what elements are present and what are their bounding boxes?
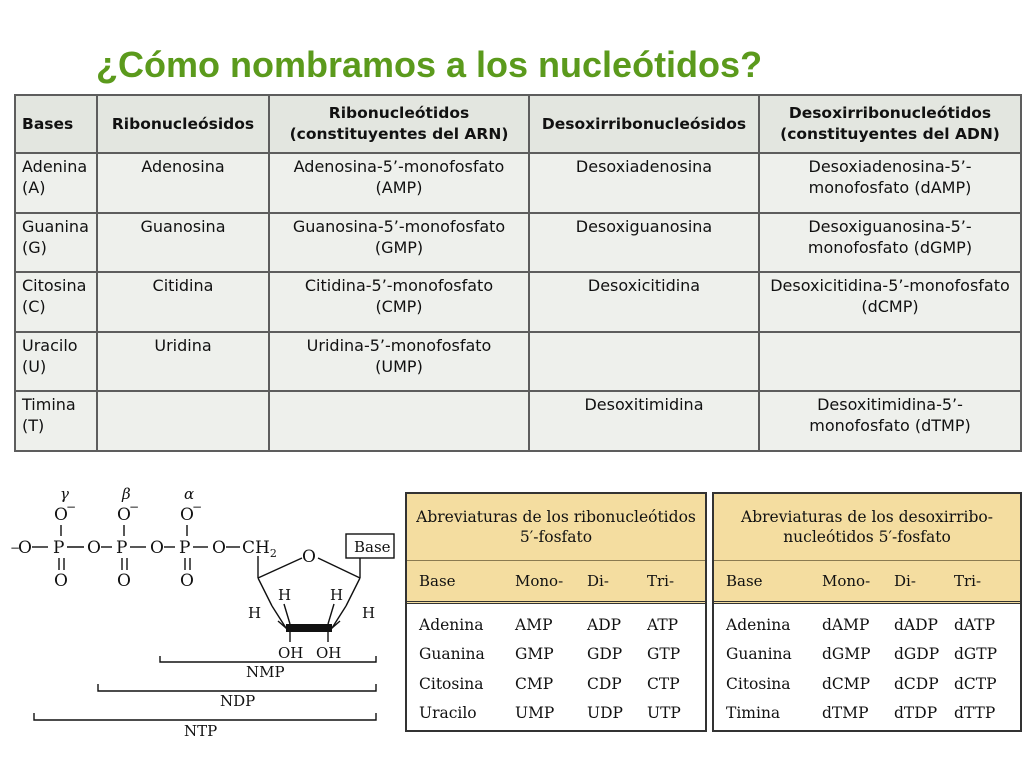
cell-deoxyribonucleoside: Desoxiadenosina <box>529 153 759 213</box>
cell-ribonucleotide: Uridina-5’-monofosfato (UMP) <box>269 332 529 392</box>
h-label: H <box>362 604 376 622</box>
ester-oxygen: O <box>212 538 226 558</box>
cell-ribonucleoside: Uridina <box>97 332 269 392</box>
abbr-deoxy-columns: Base Mono- Di- Tri- <box>714 561 1020 604</box>
o-double-alpha: O <box>180 571 194 591</box>
gamma-label: γ <box>60 485 69 503</box>
table-row: Uracilo UMP UDP UTP <box>419 704 681 723</box>
h-label: H <box>330 586 344 604</box>
ch2-group: $CH_2$ <box>242 538 277 560</box>
beta-label: β <box>122 485 131 503</box>
abbr-deoxy-title: Abreviaturas de los desoxirribo- nucleótidos 5′-fosfato <box>714 494 1020 561</box>
cell-deoxyribonucleotide: Desoxiguanosina-5’- monofosfato (dGMP) <box>759 213 1021 273</box>
nucleotide-names-table <box>14 94 1022 452</box>
cell-deoxyribonucleoside: Desoxicitidina <box>529 272 759 332</box>
table-row: Adenina AMP ADP ATP <box>419 615 679 634</box>
header-desoxirribonucleosidos: Desoxirribonucleósidos <box>529 95 759 153</box>
ribonucleotide-abbreviations-table <box>405 492 707 732</box>
table-row: Adenina dAMP dADP dATP <box>726 615 996 634</box>
nmp-label: NMP <box>246 663 285 681</box>
oh-label: OH <box>316 644 342 662</box>
header-ribonucleotidos: Ribonucleótidos (constituyentes del ARN) <box>269 95 529 153</box>
h-label: H <box>248 604 262 622</box>
cell-ribonucleotide: Guanosina-5’-monofosfato (GMP) <box>269 213 529 273</box>
ndp-label: NDP <box>220 692 256 710</box>
base-label: Base <box>354 538 391 556</box>
deoxyribonucleotide-abbreviations-table <box>712 492 1022 732</box>
cell-ribonucleotide <box>269 391 529 451</box>
o-minus-top-beta: O <box>117 505 131 525</box>
o-double-gamma: O <box>54 571 68 591</box>
table-row <box>15 272 1021 332</box>
table-row <box>15 332 1021 392</box>
minus-sign: − <box>129 500 140 514</box>
cell-deoxyribonucleotide: Desoxicitidina-5’-monofosfato (dCMP) <box>759 272 1021 332</box>
header-ribonucleosidos: Ribonucleósidos <box>97 95 269 153</box>
header-desoxirribonucleotidos: Desoxirribonucleótidos (constituyentes del ADN) <box>759 95 1021 153</box>
table-row <box>15 391 1021 451</box>
abbr-ribo-columns: Base Mono- Di- Tri- <box>407 561 705 604</box>
table-row: Guanina dGMP dGDP dGTP <box>726 645 998 664</box>
cell-base: Uracilo (U) <box>15 332 97 392</box>
header-bases: Bases <box>15 95 97 153</box>
abbr-ribo-title: Abreviaturas de los ribonucleótidos 5′-fosfato <box>407 494 705 561</box>
cell-ribonucleotide: Citidina-5’-monofosfato (CMP) <box>269 272 529 332</box>
cell-deoxyribonucleoside: Desoxiguanosina <box>529 213 759 273</box>
h-label: H <box>278 586 292 604</box>
o-minus-left: O <box>18 538 32 558</box>
bridge-oxygen: O <box>150 538 164 558</box>
bridge-oxygen: O <box>87 538 101 558</box>
minus-sign: − <box>66 500 77 514</box>
phosphorus-alpha: P <box>179 538 191 558</box>
table-row <box>15 153 1021 213</box>
phosphorus-beta: P <box>116 538 128 558</box>
minus-sign: − <box>10 541 21 555</box>
cell-ribonucleoside: Adenosina <box>97 153 269 213</box>
o-minus-top-alpha: O <box>180 505 194 525</box>
nucleotide-structure-diagram <box>8 478 400 748</box>
cell-deoxyribonucleotide: Desoxiadenosina-5’- monofosfato (dAMP) <box>759 153 1021 213</box>
table-row: Citosina CMP CDP CTP <box>419 674 680 693</box>
table-row: Guanina GMP GDP GTP <box>419 645 681 664</box>
cell-base: Timina (T) <box>15 391 97 451</box>
ntp-bracket <box>34 713 376 720</box>
table-row: Timina dTMP dTDP dTTP <box>726 704 996 723</box>
table-header-row <box>15 95 1021 153</box>
cell-deoxyribonucleoside <box>529 332 759 392</box>
cell-ribonucleotide: Adenosina-5’-monofosfato (AMP) <box>269 153 529 213</box>
table-row <box>15 213 1021 273</box>
cell-base: Guanina (G) <box>15 213 97 273</box>
cell-deoxyribonucleoside: Desoxitimidina <box>529 391 759 451</box>
o-minus-top-gamma: O <box>54 505 68 525</box>
cell-deoxyribonucleotide: Desoxitimidina-5’- monofosfato (dTMP) <box>759 391 1021 451</box>
alpha-label: α <box>184 485 195 503</box>
ring-oxygen: O <box>302 547 316 567</box>
cell-base: Adenina (A) <box>15 153 97 213</box>
minus-sign: − <box>192 500 203 514</box>
ndp-bracket <box>98 684 376 691</box>
cell-ribonucleoside <box>97 391 269 451</box>
page-title: ¿Cómo nombramos a los nucleótidos? <box>96 44 763 85</box>
cell-deoxyribonucleotide <box>759 332 1021 392</box>
oh-label: OH <box>278 644 304 662</box>
cell-ribonucleoside: Guanosina <box>97 213 269 273</box>
ntp-label: NTP <box>184 722 218 740</box>
table-row: Citosina dCMP dCDP dCTP <box>726 674 997 693</box>
phosphorus-gamma: P <box>53 538 65 558</box>
o-double-beta: O <box>117 571 131 591</box>
cell-ribonucleoside: Citidina <box>97 272 269 332</box>
nmp-bracket <box>160 656 376 662</box>
cell-base: Citosina (C) <box>15 272 97 332</box>
